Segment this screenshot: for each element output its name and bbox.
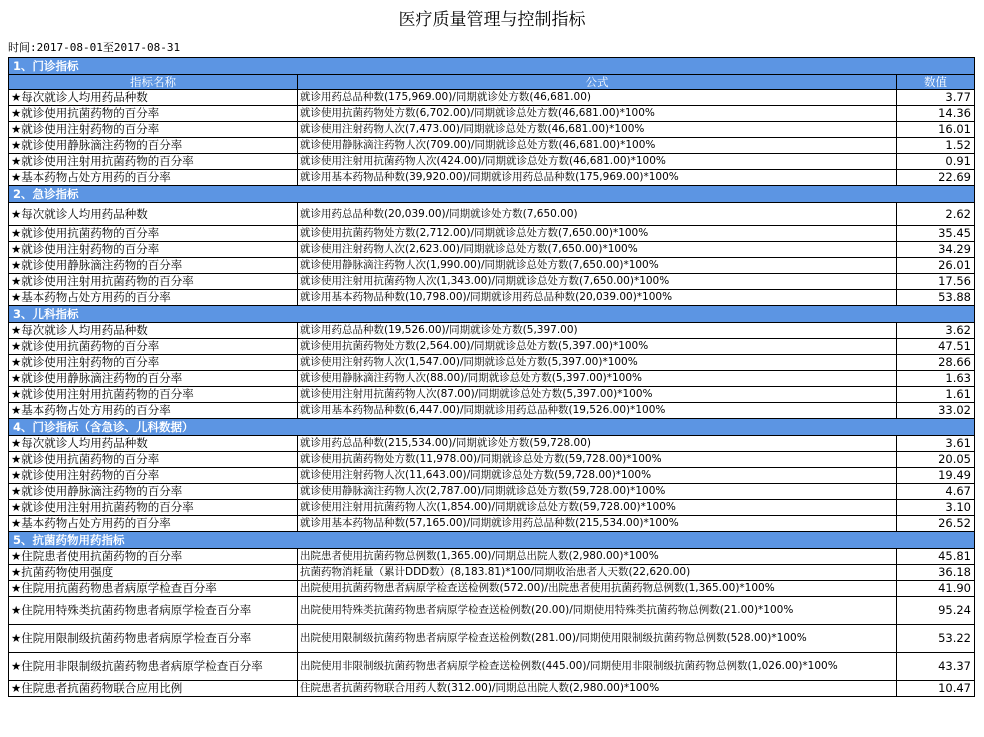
indicator-name: ★就诊使用注射用抗菌药物的百分率	[9, 154, 298, 170]
indicator-name: ★每次就诊人均用药品种数	[9, 436, 298, 452]
indicator-value: 0.91	[897, 154, 975, 170]
indicator-value: 36.18	[897, 565, 975, 581]
indicator-formula: 就诊使用抗菌药物处方数(11,978.00)/同期就诊总处方数(59,728.00)*100%	[298, 452, 897, 468]
indicator-value: 33.02	[897, 403, 975, 419]
indicator-name: ★住院患者抗菌药物联合应用比例	[9, 681, 298, 697]
table-row	[9, 226, 975, 242]
indicator-name: ★就诊使用注射用抗菌药物的百分率	[9, 500, 298, 516]
table-row	[9, 500, 975, 516]
table-row	[9, 625, 975, 653]
table-row	[9, 90, 975, 106]
indicator-name: ★住院用限制级抗菌药物患者病原学检查百分率	[9, 625, 298, 653]
section-header-row	[9, 306, 975, 323]
indicator-formula: 就诊使用静脉滴注药物人次(1,990.00)/同期就诊总处方数(7,650.00)*100%	[298, 258, 897, 274]
indicator-formula: 就诊使用注射用抗菌药物人次(424.00)/同期就诊总处方数(46,681.00)*100%	[298, 154, 897, 170]
column-header-formula: 公式	[298, 75, 897, 90]
indicator-formula: 就诊用基本药物品种数(57,165.00)/同期就诊用药总品种数(215,534.00)*100%	[298, 516, 897, 532]
table-row	[9, 371, 975, 387]
indicator-value: 2.62	[897, 203, 975, 226]
table-row	[9, 203, 975, 226]
table-row	[9, 597, 975, 625]
indicator-formula: 就诊使用注射药物人次(11,643.00)/同期就诊总处方数(59,728.00)*100%	[298, 468, 897, 484]
indicator-value: 10.47	[897, 681, 975, 697]
indicator-formula: 就诊用药总品种数(19,526.00)/同期就诊处方数(5,397.00)	[298, 323, 897, 339]
table-row	[9, 274, 975, 290]
indicator-name: ★就诊使用静脉滴注药物的百分率	[9, 371, 298, 387]
table-row	[9, 681, 975, 697]
indicator-value: 4.67	[897, 484, 975, 500]
table-row	[9, 516, 975, 532]
indicator-name: ★就诊使用注射用抗菌药物的百分率	[9, 387, 298, 403]
indicator-value: 20.05	[897, 452, 975, 468]
indicator-value: 45.81	[897, 549, 975, 565]
table-row	[9, 154, 975, 170]
section-header-row	[9, 58, 975, 75]
indicator-formula: 抗菌药物消耗量（累计DDD数）(8,183.81)*100/同期收治患者人天数(22,620.00)	[298, 565, 897, 581]
indicator-value: 3.10	[897, 500, 975, 516]
indicator-formula: 就诊使用静脉滴注药物人次(88.00)/同期就诊总处方数(5,397.00)*100%	[298, 371, 897, 387]
indicator-value: 19.49	[897, 468, 975, 484]
indicator-formula: 就诊用药总品种数(20,039.00)/同期就诊处方数(7,650.00)	[298, 203, 897, 226]
indicator-formula: 就诊使用注射用抗菌药物人次(1,343.00)/同期就诊总处方数(7,650.00)*100%	[298, 274, 897, 290]
indicator-formula: 就诊使用注射药物人次(2,623.00)/同期就诊总处方数(7,650.00)*100%	[298, 242, 897, 258]
indicator-value: 14.36	[897, 106, 975, 122]
indicator-value: 3.62	[897, 323, 975, 339]
indicator-formula: 就诊用基本药物品种数(39,920.00)/同期就诊用药总品种数(175,969.00)*100%	[298, 170, 897, 186]
indicator-name: ★每次就诊人均用药品种数	[9, 203, 298, 226]
section-title: 4、门诊指标（含急诊、儿科数据）	[9, 419, 975, 436]
indicator-table	[8, 57, 975, 697]
indicator-value: 43.37	[897, 653, 975, 681]
table-row	[9, 323, 975, 339]
indicator-name: ★就诊使用注射药物的百分率	[9, 242, 298, 258]
column-header-row	[9, 75, 975, 90]
table-row	[9, 549, 975, 565]
indicator-name: ★就诊使用注射药物的百分率	[9, 468, 298, 484]
indicator-formula: 就诊使用静脉滴注药物人次(2,787.00)/同期就诊总处方数(59,728.00)*100%	[298, 484, 897, 500]
table-row	[9, 122, 975, 138]
indicator-formula: 就诊使用抗菌药物处方数(2,564.00)/同期就诊总处方数(5,397.00)*100%	[298, 339, 897, 355]
indicator-formula: 出院使用限制级抗菌药物患者病原学检查送检例数(281.00)/同期使用限制级抗菌药物总例数(528.00)*100%	[298, 625, 897, 653]
table-row	[9, 258, 975, 274]
indicator-value: 1.63	[897, 371, 975, 387]
indicator-value: 16.01	[897, 122, 975, 138]
indicator-value: 17.56	[897, 274, 975, 290]
indicator-value: 95.24	[897, 597, 975, 625]
indicator-value: 41.90	[897, 581, 975, 597]
indicator-value: 26.52	[897, 516, 975, 532]
indicator-formula: 就诊用药总品种数(175,969.00)/同期就诊处方数(46,681.00)	[298, 90, 897, 106]
indicator-value: 22.69	[897, 170, 975, 186]
indicator-value: 1.61	[897, 387, 975, 403]
indicator-value: 53.88	[897, 290, 975, 306]
indicator-value: 28.66	[897, 355, 975, 371]
indicator-formula: 就诊用基本药物品种数(6,447.00)/同期就诊用药总品种数(19,526.00)*100%	[298, 403, 897, 419]
indicator-name: ★就诊使用注射用抗菌药物的百分率	[9, 274, 298, 290]
indicator-name: ★抗菌药物使用强度	[9, 565, 298, 581]
table-row	[9, 170, 975, 186]
indicator-name: ★基本药物占处方用药的百分率	[9, 170, 298, 186]
indicator-value: 35.45	[897, 226, 975, 242]
table-row	[9, 387, 975, 403]
table-row	[9, 653, 975, 681]
section-header-row	[9, 186, 975, 203]
section-title: 5、抗菌药物用药指标	[9, 532, 975, 549]
indicator-formula: 出院使用特殊类抗菌药物患者病原学检查送检例数(20.00)/同期使用特殊类抗菌药物总例数(21.00)*100%	[298, 597, 897, 625]
section-header-row	[9, 532, 975, 549]
table-row	[9, 403, 975, 419]
indicator-name: ★住院用非限制级抗菌药物患者病原学检查百分率	[9, 653, 298, 681]
column-header-value: 数值	[897, 75, 975, 90]
indicator-formula: 就诊使用注射药物人次(1,547.00)/同期就诊总处方数(5,397.00)*100%	[298, 355, 897, 371]
indicator-name: ★就诊使用抗菌药物的百分率	[9, 452, 298, 468]
indicator-name: ★住院用特殊类抗菌药物患者病原学检查百分率	[9, 597, 298, 625]
indicator-formula: 就诊使用注射药物人次(7,473.00)/同期就诊总处方数(46,681.00)*100%	[298, 122, 897, 138]
indicator-name: ★就诊使用注射药物的百分率	[9, 355, 298, 371]
indicator-name: ★就诊使用抗菌药物的百分率	[9, 106, 298, 122]
indicator-formula: 住院患者抗菌药物联合用药人数(312.00)/同期总出院人数(2,980.00)*100%	[298, 681, 897, 697]
section-header-row	[9, 419, 975, 436]
table-row	[9, 106, 975, 122]
indicator-value: 34.29	[897, 242, 975, 258]
indicator-formula: 出院使用非限制级抗菌药物患者病原学检查送检例数(445.00)/同期使用非限制级抗菌药物总例数(1,026.00)*100%	[298, 653, 897, 681]
indicator-name: ★就诊使用静脉滴注药物的百分率	[9, 484, 298, 500]
indicator-formula: 就诊使用抗菌药物处方数(2,712.00)/同期就诊总处方数(7,650.00)*100%	[298, 226, 897, 242]
table-row	[9, 565, 975, 581]
indicator-formula: 就诊使用注射用抗菌药物人次(87.00)/同期就诊总处方数(5,397.00)*100%	[298, 387, 897, 403]
table-row	[9, 484, 975, 500]
indicator-name: ★住院患者使用抗菌药物的百分率	[9, 549, 298, 565]
report-period: 时间:2017-08-01至2017-08-31	[8, 41, 181, 54]
table-row	[9, 138, 975, 154]
table-row	[9, 339, 975, 355]
table-row	[9, 581, 975, 597]
indicator-name: ★就诊使用抗菌药物的百分率	[9, 226, 298, 242]
indicator-name: ★基本药物占处方用药的百分率	[9, 516, 298, 532]
table-row	[9, 436, 975, 452]
column-header-name: 指标名称	[9, 75, 298, 90]
indicator-formula: 就诊使用静脉滴注药物人次(709.00)/同期就诊总处方数(46,681.00)*100%	[298, 138, 897, 154]
indicator-value: 1.52	[897, 138, 975, 154]
section-title: 2、急诊指标	[9, 186, 975, 203]
indicator-value: 26.01	[897, 258, 975, 274]
indicator-name: ★住院用抗菌药物患者病原学检查百分率	[9, 581, 298, 597]
table-row	[9, 242, 975, 258]
section-title: 1、门诊指标	[9, 58, 975, 75]
indicator-formula: 出院使用抗菌药物患者病原学检查送检例数(572.00)/出院患者使用抗菌药物总例数(1,365.00)*100%	[298, 581, 897, 597]
indicator-name: ★就诊使用抗菌药物的百分率	[9, 339, 298, 355]
indicator-name: ★基本药物占处方用药的百分率	[9, 403, 298, 419]
table-row	[9, 452, 975, 468]
table-row	[9, 468, 975, 484]
table-row	[9, 355, 975, 371]
indicator-formula: 就诊用药总品种数(215,534.00)/同期就诊处方数(59,728.00)	[298, 436, 897, 452]
indicator-name: ★就诊使用静脉滴注药物的百分率	[9, 138, 298, 154]
indicator-name: ★每次就诊人均用药品种数	[9, 90, 298, 106]
indicator-value: 3.77	[897, 90, 975, 106]
indicator-value: 47.51	[897, 339, 975, 355]
indicator-formula: 就诊使用抗菌药物处方数(6,702.00)/同期就诊总处方数(46,681.00)*100%	[298, 106, 897, 122]
indicator-value: 3.61	[897, 436, 975, 452]
indicator-formula: 就诊用基本药物品种数(10,798.00)/同期就诊用药总品种数(20,039.00)*100%	[298, 290, 897, 306]
indicator-name: ★基本药物占处方用药的百分率	[9, 290, 298, 306]
indicator-name: ★就诊使用静脉滴注药物的百分率	[9, 258, 298, 274]
report-title: 医疗质量管理与控制指标	[398, 10, 586, 30]
section-title: 3、儿科指标	[9, 306, 975, 323]
indicator-value: 53.22	[897, 625, 975, 653]
indicator-name: ★就诊使用注射药物的百分率	[9, 122, 298, 138]
indicator-formula: 就诊使用注射用抗菌药物人次(1,854.00)/同期就诊总处方数(59,728.00)*100%	[298, 500, 897, 516]
indicator-formula: 出院患者使用抗菌药物总例数(1,365.00)/同期总出院人数(2,980.00)*100%	[298, 549, 897, 565]
indicator-name: ★每次就诊人均用药品种数	[9, 323, 298, 339]
table-row	[9, 290, 975, 306]
